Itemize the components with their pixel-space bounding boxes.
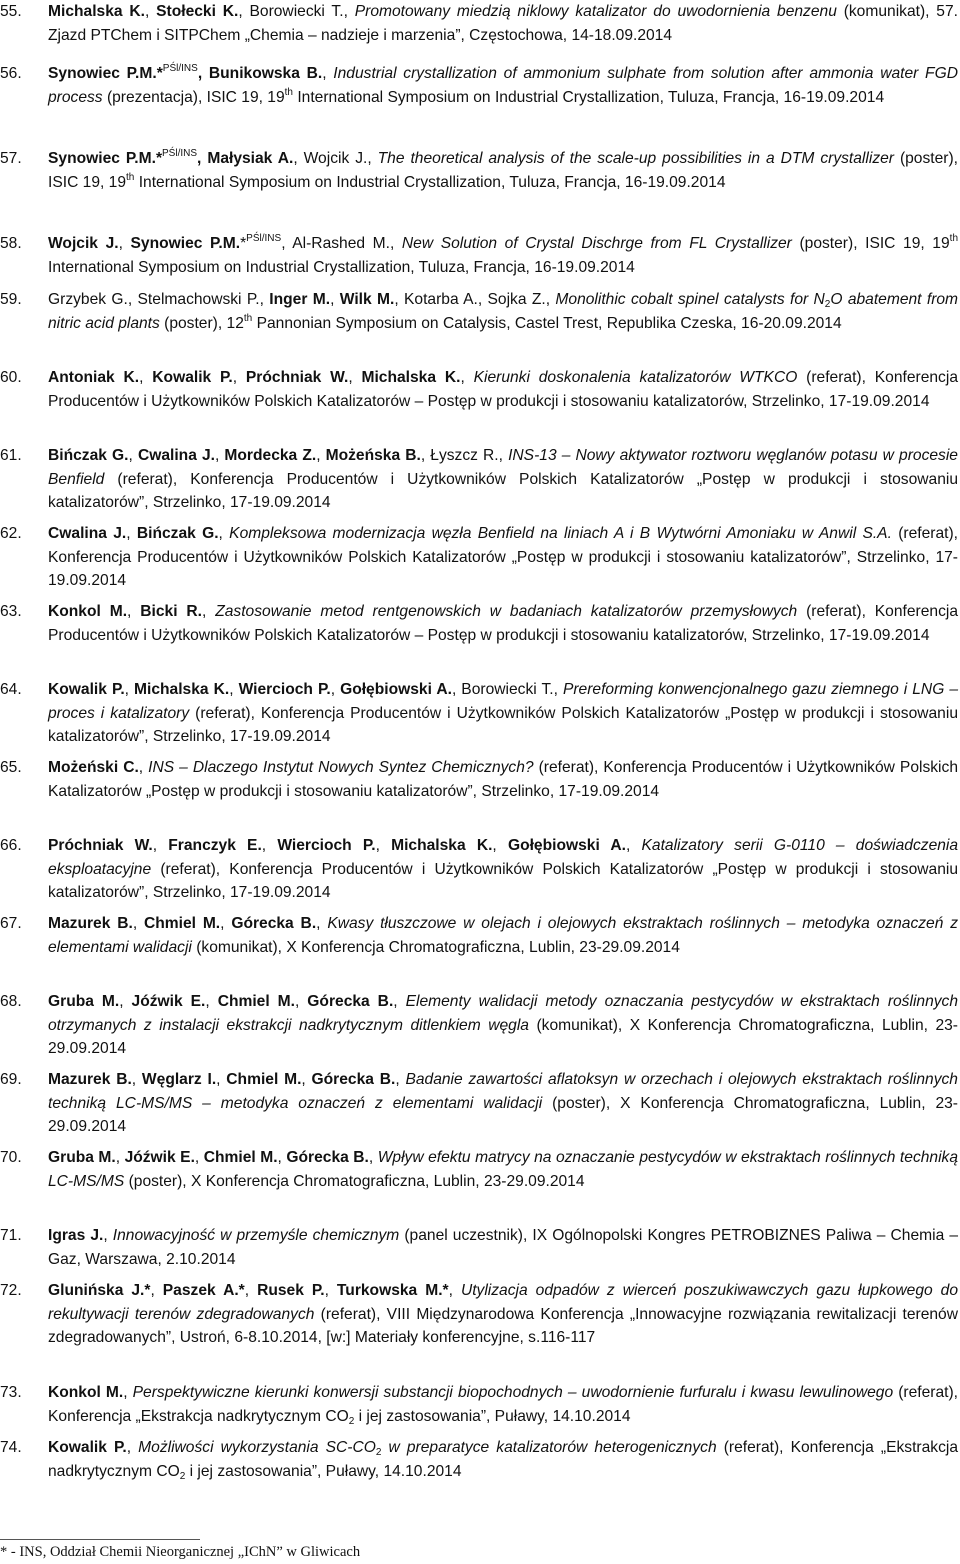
entry-citation xyxy=(48,834,958,905)
entry-number: 67. xyxy=(0,915,22,932)
entry-number: 70. xyxy=(0,1149,22,1166)
entry-citation xyxy=(48,1436,958,1483)
publication-entry xyxy=(0,147,958,194)
author-name: Kowalik P. xyxy=(48,681,125,698)
citation-text: , xyxy=(492,837,508,854)
entry-number: 71. xyxy=(0,1227,22,1244)
author-name: Michalska K. xyxy=(391,837,493,854)
publication-title: Prereforming konwencjonalnego gazu ziemnego i LNG – proces i katalizatory xyxy=(48,681,959,722)
publication-entry xyxy=(0,0,958,47)
citation-text: , xyxy=(261,837,278,854)
citation-text: , xyxy=(127,603,141,620)
citation-text: (referat), Konferencja „Ekstrakcja nadkrytycznym CO xyxy=(48,1439,959,1480)
author-name: Gruba M. xyxy=(48,993,120,1010)
publication-title: Kierunki doskonalenia katalizatorów WTKCO xyxy=(473,369,798,386)
author-name: Glunińska J.* xyxy=(48,1282,151,1299)
publication-title: Kwasy tłuszczowe w olejach i olejowych ekstraktach roślinnych – metodyka oznaczeń z elementami walidacji xyxy=(48,915,959,956)
entry-number: 66. xyxy=(0,837,22,854)
citation-text: , xyxy=(205,993,218,1010)
citation-text: (referat), Konferencja Producentów i Użytkowników Polskich Katalizatorów „Postęp w produkcji i stosowaniu katalizatorów”, Strzelinko, 17-19.09.2014 xyxy=(48,759,958,800)
citation-text: , xyxy=(324,1282,337,1299)
publication-title: Badanie zawartości aflatoksyn w orzechach i olejowych ekstraktach roślinnych techniką LC-MS/MS – metodyka oznaczeń z elementami walidacji xyxy=(48,1071,958,1112)
entry-number: 68. xyxy=(0,993,22,1010)
citation-text: i jej zastosowania”, Puławy, 14.10.2014 xyxy=(354,1407,631,1425)
entry-citation xyxy=(48,232,958,279)
citation-text: , xyxy=(294,993,308,1010)
entry-citation xyxy=(48,912,958,959)
entry-number: 65. xyxy=(0,759,22,776)
citation-text: , xyxy=(150,1282,163,1299)
publication-title: Katalizatory serii G-0110 – doświadczenia eksploatacyjne xyxy=(48,837,959,878)
entry-number: 62. xyxy=(0,525,22,542)
citation-text: , xyxy=(460,369,474,386)
author-name: Chmiel M. xyxy=(144,915,221,932)
citation-text: , xyxy=(229,681,239,698)
entry-number: 56. xyxy=(0,65,22,82)
author-name: Paszek A.* xyxy=(162,1282,245,1299)
publication-title: New Solution of Crystal Dischrge from FL Crystallizer xyxy=(401,235,792,252)
author-name: Gruba M. xyxy=(48,1149,116,1166)
publication-entry xyxy=(0,990,958,1061)
publication-title: Elementy walidacji metody oznaczania pestycydów w ekstraktach roślinnych otrzymanych z instalacji ekstrakcji nadkrytycznym ditlenkiem węgla xyxy=(48,993,959,1034)
citation-text: Pannonian Symposium on Catalysis, Castel Trest, Republika Czeska, 16-20.09.2014 xyxy=(252,314,842,332)
citation-text: (referat), Konferencja Producentów i Użytkowników Polskich Katalizatorów – Postęp w produkcji i stosowaniu katalizatorów, Strzelinko, 17-19.09.2014 xyxy=(48,603,958,644)
entry-citation xyxy=(48,1068,958,1139)
citation-text: , xyxy=(393,993,406,1010)
citation-text: , xyxy=(277,1149,287,1166)
citation-text: (referat), Konferencja Producentów i Użytkowników Polskich Katalizatorów „Postęp w produkcji i stosowaniu katalizatorów”, Strzelinko, 17-19.09.2014 xyxy=(48,860,958,902)
citation-text: (referat), Konferencja „Ekstrakcja nadkrytycznym CO xyxy=(48,1384,959,1425)
entry-number: 61. xyxy=(0,447,22,464)
entry-citation xyxy=(48,62,958,109)
author-name: Konkol M. xyxy=(48,603,128,620)
author-name: Igras J. xyxy=(48,1227,104,1244)
citation-text: (referat), Konferencja Producentów i Użytkowników Polskich Katalizatorów „Postęp w produkcji i stosowaniu katalizatorów”, Strzelinko, 17-19.09.2014 xyxy=(48,525,958,590)
citation-text: , xyxy=(202,603,216,620)
citation-text: , Borowiecki T., xyxy=(238,3,355,20)
citation-text: , xyxy=(375,837,392,854)
entry-number: 63. xyxy=(0,603,22,620)
citation-text: , xyxy=(218,525,230,542)
author-name: Franczyk E. xyxy=(168,837,262,854)
citation-text: (komunikat), 57. Zjazd PTChem i SITPChem „Chemia – nadzieje i marzenia”, Częstochowa, 14-18.09.2014 xyxy=(48,3,958,44)
superscript-text: PŚl/INS xyxy=(162,63,198,74)
publication-entry xyxy=(0,1068,958,1139)
citation-text: (referat), Konferencja Producentów i Użytkowników Polskich Katalizatorów „Postęp w produkcji i stosowaniu katalizatorów”, Strzelinko, 17-19.09.2014 xyxy=(48,470,958,512)
entry-number: 74. xyxy=(0,1439,22,1456)
citation-text: , Borowiecki T., xyxy=(451,681,563,698)
entry-number: 72. xyxy=(0,1282,22,1299)
publication-title: Monolithic cobalt spinel catalysts for N xyxy=(555,291,825,308)
publication-entry xyxy=(0,912,958,959)
entry-number: 64. xyxy=(0,681,22,698)
citation-text: , xyxy=(139,369,153,386)
author-name: Synowiec P.M. xyxy=(130,235,241,252)
citation-text: , xyxy=(216,1071,227,1088)
citation-text: International Symposium on Industrial Crystallization, Tuluza, Francja, 16-19.09.2014 xyxy=(134,173,726,191)
entry-citation xyxy=(48,678,958,749)
author-name: Chmiel M. xyxy=(226,1071,302,1088)
publication-title: Innowacyjność w przemyśle chemicznym xyxy=(112,1227,400,1244)
citation-text: , xyxy=(330,681,341,698)
publication-title: INS-13 – Nowy aktywator roztworu węglanów potasu w procesie Benfield xyxy=(48,447,958,488)
author-name: Jóźwik E. xyxy=(124,1149,195,1166)
author-name: Antoniak K. xyxy=(48,369,140,386)
author-name: Górecka B. xyxy=(307,993,394,1010)
citation-text: (referat), VIII Międzynarodowa Konferencja „Innowacyjne rozwiązania rewitalizacji terenów zdegradowanych”, Ustroń, 6-8.10.2014, [w:] Materiały konferencyjne, s.116-117 xyxy=(48,1305,958,1347)
citation-text: , xyxy=(625,837,642,854)
author-name: Stołecki K. xyxy=(156,3,239,20)
entry-citation xyxy=(48,1279,958,1350)
entry-citation xyxy=(48,522,958,593)
publication-title: Kompleksowa modernizacja węzła Benfield na liniach A i B Wytwórni Amoniaku w Anwil S.A. xyxy=(229,525,892,542)
publication-title: Możliwości wykorzystania SC-CO xyxy=(138,1439,376,1456)
entry-citation xyxy=(48,0,958,47)
citation-text: , xyxy=(330,291,340,308)
citation-text: , xyxy=(132,915,144,932)
citation-text: (komunikat), X Konferencja Chromatograficzna, Lublin, 23-29.09.2014 xyxy=(48,1016,958,1058)
citation-text: , xyxy=(316,915,328,932)
citation-text: , xyxy=(395,1071,406,1088)
author-name: Kowalik P. xyxy=(152,369,233,386)
author-name: Chmiel M. xyxy=(217,993,295,1010)
publication-title: Zastosowanie metod rentgenowskich w badaniach katalizatorów przemysłowych xyxy=(215,603,798,620)
publication-entry xyxy=(0,1146,958,1193)
publication-entry xyxy=(0,678,958,749)
citation-text: International Symposium on Industrial Crystallization, Tuluza, Francja, 16-19.09.2014 xyxy=(292,88,885,106)
publication-title: Industrial crystallization of ammonium sulphate from solution after ammonia water FGD process xyxy=(48,65,958,106)
author-name: Gołębiowski A. xyxy=(507,837,626,854)
citation-text: , xyxy=(448,1282,461,1299)
citation-text: (referat), Konferencja Producentów i Użytkowników Polskich Katalizatorów „Postęp w produkcji i stosowaniu katalizatorów”, Strzelinko, 17-19.09.2014 xyxy=(48,704,958,746)
entry-citation xyxy=(48,1146,958,1193)
citation-text: (poster), X Konferencja Chromatograficzna, Lublin, 23-29.09.2014 xyxy=(124,1172,585,1190)
subscript-text: 2 xyxy=(375,1447,382,1458)
publication-entry xyxy=(0,756,958,803)
footnote-divider xyxy=(0,1539,200,1540)
publication-title: Perspektywiczne kierunki konwersji substancji biopochodnych – uwodornienie furfuralu i kwasu lewulinowego xyxy=(132,1384,894,1401)
publication-entry xyxy=(0,600,958,647)
author-name: Bińczak G. xyxy=(136,525,219,542)
citation-text: , xyxy=(214,447,225,464)
superscript-text: PŚl/INS xyxy=(246,233,282,244)
publication-entry xyxy=(0,444,958,515)
subscript-text: 2 xyxy=(179,1470,186,1482)
entry-citation xyxy=(48,756,958,803)
entry-number: 73. xyxy=(0,1384,22,1401)
author-name: Bicki R. xyxy=(140,603,203,620)
superscript-text: PŚl/INS xyxy=(162,148,198,159)
publication-entry xyxy=(0,62,958,109)
author-name: , Bunikowska B. xyxy=(197,65,323,82)
entry-number: 58. xyxy=(0,235,22,252)
author-name: Wilk M. xyxy=(339,291,395,308)
citation-text: , xyxy=(368,1149,378,1166)
author-name: Próchniak W. xyxy=(245,369,349,386)
citation-text: , xyxy=(232,369,246,386)
superscript-text: th xyxy=(284,86,293,98)
citation-text: , xyxy=(138,759,149,776)
citation-text: , xyxy=(322,65,334,82)
author-name: Próchniak W. xyxy=(48,837,153,854)
superscript-text: th xyxy=(949,233,959,244)
citation-text: , xyxy=(316,447,326,464)
author-name: Kowalik P. xyxy=(48,1439,127,1456)
publication-entry xyxy=(0,1279,958,1350)
publication-title: Utylizacja odpadów z wierceń poszukiwawczych gazu łupkowego do rekultywacji terenów zdegradowanych xyxy=(48,1282,959,1323)
author-name: Gołębiowski A. xyxy=(340,681,452,698)
author-name: Jóźwik E. xyxy=(131,993,206,1010)
author-name: Mazurek B. xyxy=(48,915,133,932)
publication-entry xyxy=(0,232,958,279)
entry-citation xyxy=(48,990,958,1061)
citation-text: , xyxy=(348,369,362,386)
citation-text: (prezentacja), ISIC 19, 19 xyxy=(102,88,285,106)
author-name: Mazurek B. xyxy=(48,1071,132,1088)
citation-text: , xyxy=(220,915,232,932)
superscript-text: th xyxy=(243,312,253,324)
author-name: Michalska K. xyxy=(361,369,461,386)
entry-citation xyxy=(48,288,958,335)
citation-text: , xyxy=(126,525,137,542)
author-name: Wiercioch P. xyxy=(238,681,331,698)
citation-text: , xyxy=(103,1227,113,1244)
citation-text: (komunikat), X Konferencja Chromatograficzna, Lublin, 23-29.09.2014 xyxy=(191,938,680,956)
citation-text: , xyxy=(119,993,132,1010)
author-name: Bińczak G. xyxy=(48,447,129,464)
author-name: Górecka B. xyxy=(286,1149,369,1166)
author-name: Rusek P. xyxy=(257,1282,325,1299)
citation-text: , xyxy=(152,837,169,854)
publication-entry xyxy=(0,834,958,905)
entry-number: 60. xyxy=(0,369,22,386)
citation-text: , xyxy=(144,3,157,20)
publication-entry xyxy=(0,1224,958,1271)
citation-text: , xyxy=(301,1071,312,1088)
citation-text: International Symposium on Industrial Crystallization, Tuluza, Francja, 16-19.09.2014 xyxy=(48,258,635,276)
publication-entry xyxy=(0,522,958,593)
citation-text: (referat), Konferencja Producentów i Użytkowników Polskich Katalizatorów – Postęp w produkcji i stosowaniu katalizatorów, Strzelinko, 17-19.09.2014 xyxy=(48,369,958,410)
entry-number: 59. xyxy=(0,291,22,308)
citation-text: , Al-Rashed M., xyxy=(281,235,402,252)
publication-entry xyxy=(0,366,958,413)
author-name: Synowiec P.M. xyxy=(48,65,157,82)
publication-title: The theoretical analysis of the scale-up possibilities in a DTM crystallizer xyxy=(377,150,894,167)
author-name: * xyxy=(156,65,163,82)
entry-citation xyxy=(48,147,958,194)
publication-title: Wpływ efektu matrycy na oznaczanie pestycydów w ekstraktach roślinnych techniką LC-MS/MS xyxy=(48,1149,959,1190)
citation-text: , xyxy=(126,1439,139,1456)
superscript-text: th xyxy=(126,171,135,183)
citation-text: , Łyszcz R., xyxy=(420,447,509,464)
publication-title: O abatement from nitric acid plants xyxy=(48,291,959,332)
entry-citation xyxy=(48,1381,958,1428)
citation-text: , Kotarba A., Sojka Z., xyxy=(394,291,556,308)
author-name: Cwalina J. xyxy=(137,447,215,464)
publication-title: INS – Dlaczego Instytut Nowych Syntez Chemicznych? xyxy=(148,759,534,776)
entry-citation xyxy=(48,600,958,647)
citation-text: , xyxy=(194,1149,204,1166)
subscript-text: 2 xyxy=(824,299,831,310)
author-name: , Małysiak A. xyxy=(197,150,294,167)
author-name: Mordecka Z. xyxy=(224,447,317,464)
citation-text: , xyxy=(131,1071,142,1088)
citation-text: , xyxy=(123,1384,133,1401)
citation-text: , xyxy=(124,681,135,698)
publication-entry xyxy=(0,288,958,335)
citation-text: , Wojcik J., xyxy=(293,150,378,167)
author-name: Możeńska B. xyxy=(325,447,421,464)
citation-text: * xyxy=(240,235,247,252)
citation-text: (poster), ISIC 19, 19 xyxy=(48,150,959,191)
author-name: Turkowska M.* xyxy=(336,1282,449,1299)
citation-text: , xyxy=(118,235,131,252)
citation-text: (poster), 12 xyxy=(159,314,244,332)
citation-text: (panel uczestnik), IX Ogólnopolski Kongres PETROBIZNES Paliwa – Chemia – Gaz, Warszawa, 2.10.2014 xyxy=(48,1227,958,1268)
author-name: Górecka B. xyxy=(231,915,317,932)
subscript-text: 2 xyxy=(348,1415,355,1427)
author-name: Inger M. xyxy=(269,291,331,308)
citation-text: i jej zastosowania”, Puławy, 14.10.2014 xyxy=(185,1462,462,1480)
entry-citation xyxy=(48,1224,958,1271)
citation-text: , xyxy=(115,1149,125,1166)
entry-number: 57. xyxy=(0,150,22,167)
entry-citation xyxy=(48,366,958,413)
author-name: Węglarz I. xyxy=(141,1071,217,1088)
author-name: Wojcik J. xyxy=(48,235,119,252)
entry-citation xyxy=(48,444,958,515)
author-name: Górecka B. xyxy=(311,1071,396,1088)
author-name: Michalska K. xyxy=(134,681,230,698)
author-name: Cwalina J. xyxy=(48,525,127,542)
author-name: * xyxy=(155,150,163,167)
publication-entry xyxy=(0,1436,958,1483)
author-name: Synowiec P.M. xyxy=(48,150,156,167)
citation-text: Grzybek G., Stelmachowski P., xyxy=(48,291,270,308)
author-name: Możeński C. xyxy=(48,759,139,776)
publication-title: w preparatyce katalizatorów heterogenicznych xyxy=(381,1439,717,1456)
author-name: Konkol M. xyxy=(48,1384,124,1401)
entry-number: 69. xyxy=(0,1071,22,1088)
author-name: Chmiel M. xyxy=(203,1149,278,1166)
publication-entry xyxy=(0,1381,958,1428)
author-name: Michalska K. xyxy=(48,3,145,20)
entry-number: 55. xyxy=(0,3,22,20)
author-name: Wiercioch P. xyxy=(277,837,376,854)
citation-text: , xyxy=(128,447,138,464)
citation-text: , xyxy=(244,1282,258,1299)
publication-title: Promotowany miedzią niklowy katalizator do uwodornienia benzenu xyxy=(354,3,837,20)
citation-text: (poster), X Konferencja Chromatograficzna, Lublin, 23-29.09.2014 xyxy=(48,1094,958,1136)
citation-text: (poster), ISIC 19, 19 xyxy=(791,235,950,252)
footnote: * - INS, Oddział Chemii Nieorganicznej „IChN” w Gliwicach xyxy=(0,1544,361,1560)
